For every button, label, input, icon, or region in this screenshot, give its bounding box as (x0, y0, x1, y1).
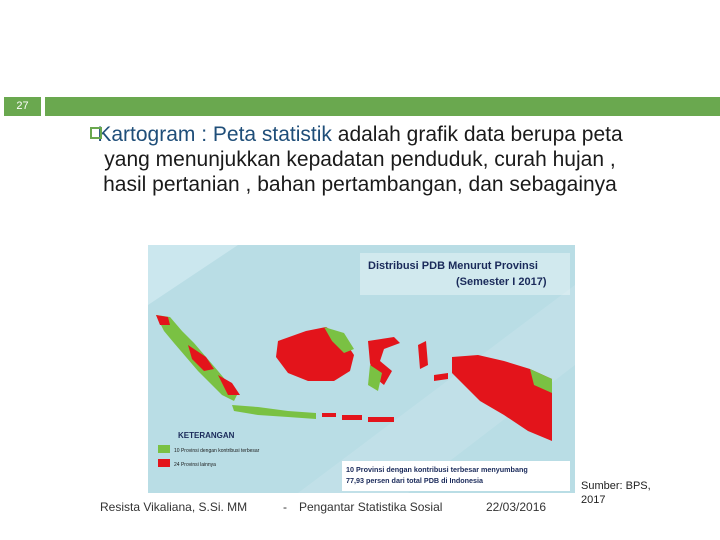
source-credit (581, 479, 671, 507)
bullet-paragraph (90, 122, 630, 197)
hollow-square-bullet-icon (90, 127, 102, 139)
legend-green-label: 10 Provinsi dengan kontribusi terbesar (174, 448, 260, 454)
slide-number-badge (4, 97, 41, 116)
legend-red-label: 24 Provinsi lainnya (174, 462, 216, 468)
legend-heading: KETERANGAN (178, 431, 235, 440)
header-accent-bar (45, 97, 720, 116)
legend-red-swatch (158, 459, 170, 467)
footer-course: Pengantar Statistika Sosial (299, 500, 443, 514)
cartogram-map (148, 245, 575, 493)
legend-green-swatch (158, 445, 170, 453)
map-note-line1: 10 Provinsi dengan kontribusi terbesar menyumbang (346, 465, 528, 474)
source-line1: Sumber: BPS, (581, 480, 651, 492)
indonesia-map-graphic (148, 245, 575, 493)
bullet-text: adalah grafik data berupa peta yang menunjukkan kepadatan penduduk, curah hujan , hasil pertanian , bahan pertambangan, dan sebagainya (103, 123, 623, 196)
slide-number: 27 (16, 100, 29, 112)
footer-separator: - (283, 500, 287, 514)
footer-date: 22/03/2016 (486, 500, 547, 514)
map-title-line1: Distribusi PDB Menurut Provinsi (368, 260, 538, 272)
map-title-line2: (Semester I 2017) (456, 276, 547, 288)
footer-author: Resista Vikaliana, S.Si. MM (100, 500, 248, 514)
bullet-term: Kartogram : Peta statistik (97, 123, 332, 146)
map-note-line2: 77,93 persen dari total PDB di Indonesia (346, 476, 484, 485)
source-line2: 2017 (581, 494, 606, 506)
